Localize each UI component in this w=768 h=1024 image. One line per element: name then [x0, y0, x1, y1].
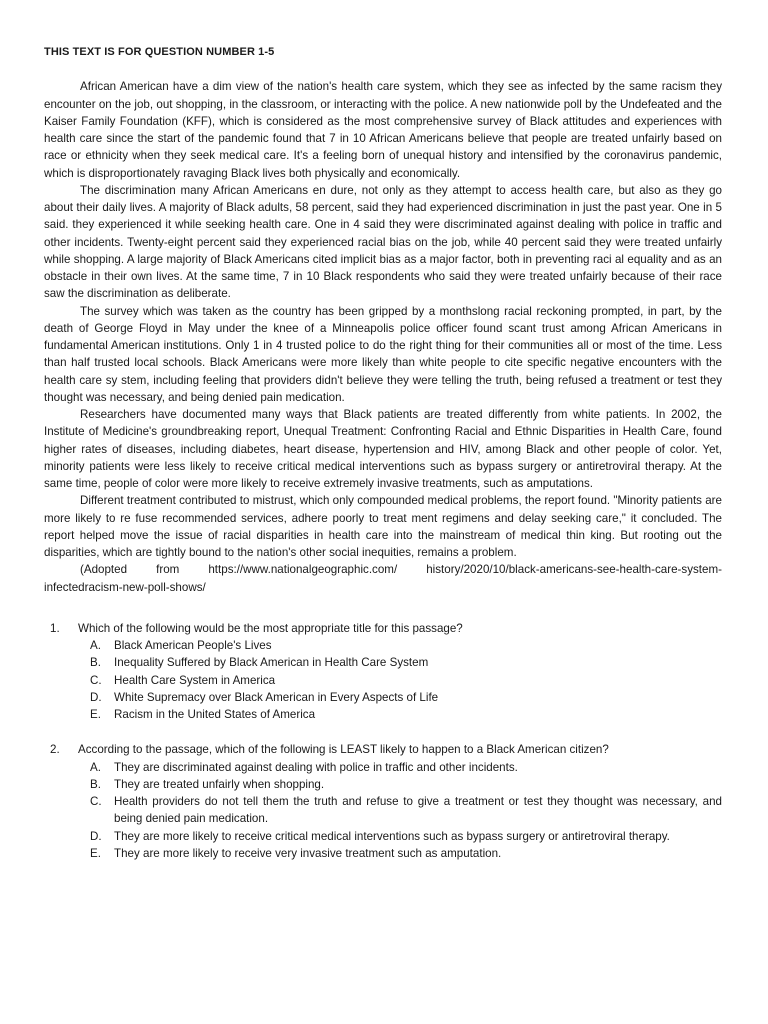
option-letter: A.	[90, 760, 101, 774]
option-letter: E.	[90, 708, 101, 721]
option-text: Health providers do not tell them the truth and refuse to give a treatment or test they thought was necessary, and being denied pain medication.	[114, 795, 722, 826]
passage-paragraph-4: Researchers have documented many ways that Black patients are treated differently from white patients. In 2002, the Institute of Medicine's groundbreaking report, Unequal Treatment: Confronting Racial and Ethnic Disparities in Health Care, found higher rates of diseases, including diabetes, heart disease, hypertension and HIV, among Black and other people of color. Yet, minority patients were less likely to receive critical medical interventions such as bypass surgery or antiretroviral therapy. At the same time, people of color were more likely to receive extremely invasive treatments, such as amputations.	[44, 408, 722, 490]
passage-paragraph-3: The survey which was taken as the country has been gripped by a monthslong racial reckoning prompted, in part, by the death of George Floyd in May under the knee of a Minneapolis police officer found scant trust among African Americans in fundamental American institutions. Only 1 in 4 trusted police to do the right thing for their communities all or most of the time. Less than half trusted local schools. Black Americans were more likely than white people to cite specific negative encounters with the health care sy stem, including feeling that providers didn't believe they were telling the truth, being refused a treatment or test they thought was necessary, and being denied pain medication.	[44, 304, 722, 404]
answer-option-c[interactable]	[90, 793, 722, 828]
passage	[44, 78, 722, 596]
question-2	[44, 741, 722, 862]
answer-option-b[interactable]	[90, 776, 722, 793]
option-letter: D.	[90, 690, 102, 704]
answer-option-b[interactable]	[90, 654, 722, 671]
answer-option-e[interactable]	[90, 706, 722, 723]
option-text: They are more likely to receive critical medical interventions such as bypass surgery or antiretroviral therapy.	[114, 829, 670, 843]
question-number: 1.	[50, 621, 60, 635]
option-letter: B.	[90, 777, 101, 791]
option-text: Health Care System in America	[114, 673, 276, 687]
source-citation: (Adopted from https://www.nationalgeographic.com/ history/2020/10/black-americans-see-health-care-system-infectedracism-new-poll-shows/	[44, 563, 722, 594]
answer-option-e[interactable]	[90, 845, 722, 862]
option-letter: A.	[90, 639, 101, 652]
option-text: Inequality Suffered by Black American in Health Care System	[114, 656, 429, 670]
option-text: White Supremacy over Black American in Every Aspects of Life	[114, 690, 439, 704]
option-letter: C.	[90, 673, 102, 687]
answer-option-a[interactable]	[90, 759, 722, 776]
section-heading: THIS TEXT IS FOR QUESTION NUMBER 1-5	[44, 46, 275, 58]
answer-option-c[interactable]	[90, 672, 722, 689]
question-1	[44, 620, 722, 724]
document-page	[44, 44, 722, 862]
answer-options	[44, 637, 722, 723]
option-letter: C.	[90, 795, 102, 808]
answer-option-d[interactable]	[90, 689, 722, 706]
question-text: Which of the following would be the most appropriate title for this passage?	[78, 621, 463, 635]
option-text: Racism in the United States of America	[114, 708, 316, 721]
answer-option-d[interactable]	[90, 828, 722, 845]
answer-option-a[interactable]	[90, 637, 722, 654]
option-letter: E.	[90, 846, 101, 860]
option-letter: D.	[90, 829, 102, 843]
question-text: According to the passage, which of the following is LEAST likely to happen to a Black American citizen?	[78, 743, 609, 757]
option-text: Black American People's Lives	[114, 639, 272, 652]
answer-options	[44, 759, 722, 863]
passage-paragraph-1: African American have a dim view of the nation's health care system, which they see as infected by the same racism they encounter on the job, out shopping, in the classroom, or interacting with the police. A new nationwide poll by the Undefeated and the Kaiser Family Foundation (KFF), which is considered as the most comprehensive survey of Black attitudes and experiences with health care since the start of the pandemic found that 7 in 10 African Americans believe that people are treated unfairly based on race or ethnicity when they seek medical care. It's a feeling born of unequal history and intensified by the coronavirus pandemic, which is disproportionately ravaging Black lives both physically and economically.	[44, 80, 722, 180]
question-number: 2.	[50, 743, 60, 757]
option-text: They are more likely to receive very invasive treatment such as amputation.	[114, 846, 502, 860]
passage-paragraph-2: The discrimination many African Americans en dure, not only as they attempt to access health care, but also as they go about their daily lives. A majority of Black adults, 58 percent, said they had experienced discrimination in just the past year. One in 5 said. they experienced it while seeking health care. One in 4 said they were discriminated against dealing with police in traffic and other incidents. Twenty-eight percent said they experienced racial bias on the job, while 40 percent said they were treated unfairly while shopping. A large majority of Black Americans cited implicit bias as a major factor, both in preventing raci al equality and as an obstacle in their own lives. At the same time, 7 in 10 Black respondents who said they were treated unfairly because of their race saw the discrimination as deliberate.	[44, 183, 722, 301]
passage-paragraph-5: Different treatment contributed to mistrust, which only compounded medical problems, the report found. "Minority patients are more likely to re fuse recommended services, adhere poorly to treat ment regimens and delay seeking care," it concluded. The report helped move the issue of racial disparities in health care into the mainstream of medical thin king. But rooting out the disparities, which are tightly bound to the nation's other social inequities, remains a problem.	[44, 494, 722, 559]
option-text: They are discriminated against dealing with police in traffic and other incidents.	[114, 760, 518, 774]
option-text: They are treated unfairly when shopping.	[114, 777, 325, 791]
option-letter: B.	[90, 656, 101, 670]
